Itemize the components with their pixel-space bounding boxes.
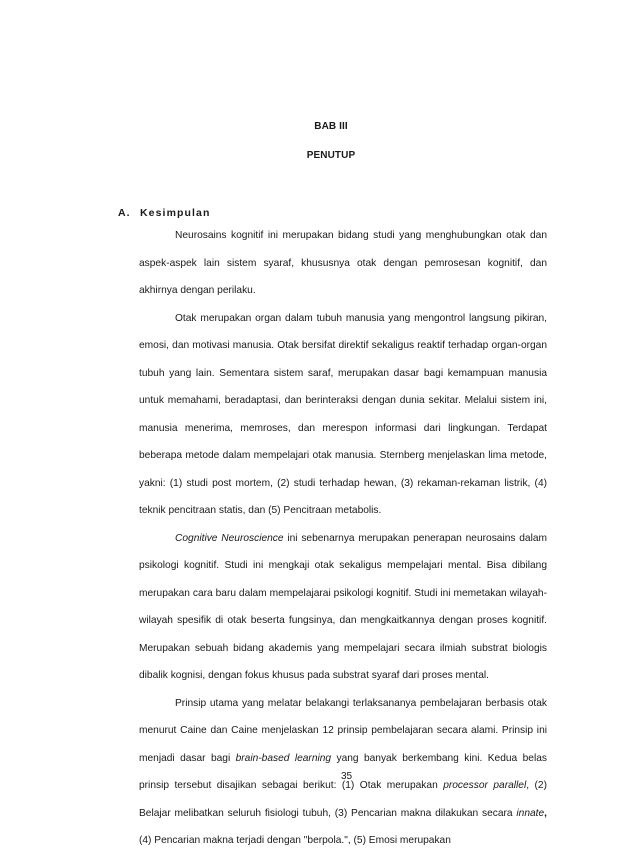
paragraph-4-part-2: yang banyak berkembang kini. Kedua belas prinsip tersebut disajikan sebagai berikut: (1) Otak merupakan: [139, 752, 547, 791]
italic-term: innate: [516, 807, 545, 819]
italic-term: Cognitive Neuroscience: [175, 532, 284, 544]
section-letter: A.: [118, 207, 131, 219]
section-heading: [118, 207, 211, 219]
paragraph-3: [139, 525, 547, 690]
paragraph-3-text: ini sebenarnya merupakan penerapan neurosains dalam psikologi kognitif. Studi ini mengkaji otak sekaligus mempelajari mental. Bisa dibilang merupakan cara baru dalam mempelajarai psikologi kognitif. Studi ini memetakan wilayah-wilayah spesifik di otak beserta fungsinya, dan mengkaitkannya dengan proses kognitif. Merupakan sebuah bidang akademis yang mempelajari secara ilmiah substrat biologis dibalik kognisi, dengan fokus khusus pada substrat syaraf dari proses mental.: [139, 532, 548, 681]
paragraph-2: Otak merupakan organ dalam tubuh manusia yang mengontrol langsung pikiran, emosi, dan motivasi manusia. Otak bersifat direktif sekaligus reaktif terhadap organ-organ tubuh yang lain. Sementara sistem saraf, merupakan dasar bagi kemampuan manusia untuk memahami, beradaptasi, dan berinteraksi dengan dunia sekitar. Melalui sistem ini, manusia menerima, memroses, dan merespon informasi dari lingkungan. Terdapat beberapa metode dalam mempelajari otak manusia. Sternberg menjelaskan lima metode, yakni: (1) studi post mortem, (2) studi terhadap hewan, (3) rekaman-rekaman listrik, (4) teknik pencitraan statis, dan (5) Pencitraan metabolis.: [139, 312, 547, 516]
paragraph-4-part-3: , (2) Belajar melibatkan seluruh fisiologi tubuh, (3) Pencarian makna dilakukan secara: [139, 780, 547, 819]
paragraph-4-part-1: Prinsip utama yang melatar belakangi terlaksananya pembelajaran berbasis otak menurut Caine dan Caine menjelaskan 12 prinsip pembelajaran secara alami. Prinsip ini menjadi dasar bagi: [139, 697, 547, 764]
bold-comma: ,: [544, 807, 547, 819]
paragraph-1: Neurosains kognitif ini merupakan bidang studi yang menghubungkan otak dan aspek-aspek lain sistem syaraf, khususnya otak dengan pemrosesan kognitif, dan akhirnya dengan perilaku.: [139, 230, 547, 296]
body-text: [139, 222, 547, 855]
chapter-title: PENUTUP: [306, 150, 356, 161]
chapter-number: BAB III: [314, 121, 348, 132]
italic-term: processor parallel: [443, 780, 527, 791]
paragraph-4-part-4: (4) Pencarian makna terjadi dengan "berpola.", (5) Emosi merupakan: [139, 835, 451, 846]
italic-term: brain-based learning: [235, 752, 332, 764]
page-number: 35: [340, 771, 353, 782]
section-title: Kesimpulan: [140, 207, 211, 219]
